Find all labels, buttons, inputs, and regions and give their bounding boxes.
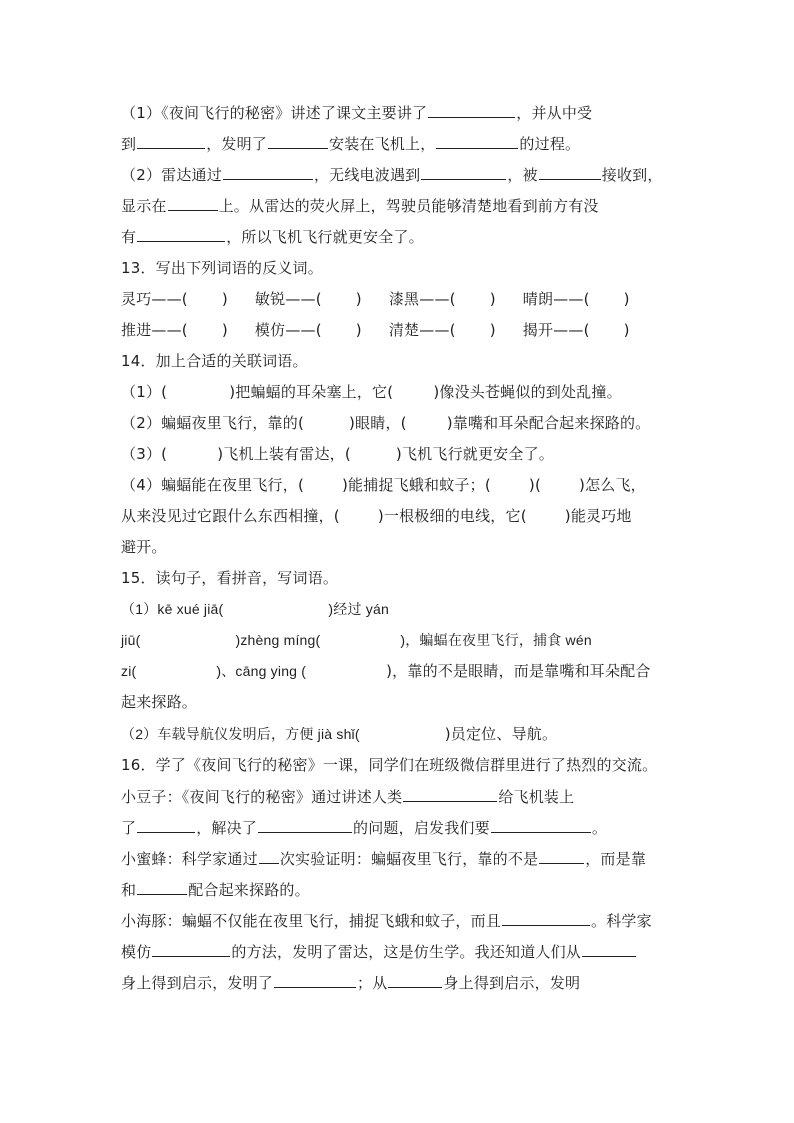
- text: 从来没见过它跟什么东西相撞，(: [121, 507, 340, 525]
- q14-line-2: [121, 413, 650, 433]
- fill-blank[interactable]: [137, 817, 195, 833]
- pinyin-prompt: )经过 yán: [328, 601, 389, 617]
- text: （2）雷达通过: [121, 166, 222, 184]
- fill-blank[interactable]: [259, 848, 279, 864]
- text: 接收到，: [601, 166, 663, 184]
- text: （3）(: [121, 445, 168, 463]
- word-prompt: 模仿——(: [254, 321, 322, 339]
- text: )飞机飞行就更安全了。: [395, 445, 554, 463]
- text: 的问题，启发我们要: [353, 819, 490, 837]
- text: 小海豚：蝙蝠不仅能在夜里飞行，捕捉飞蛾和蚊子，而且: [121, 912, 502, 930]
- text: )怎么飞，: [579, 476, 646, 494]
- text: )飞机上装有雷达，(: [217, 445, 351, 463]
- text: 上。从雷达的荧火屏上，驾驶员能够清楚地看到前方有没: [218, 197, 599, 215]
- pinyin-prompt: )zhèng míng(: [235, 632, 321, 648]
- text: 有: [121, 228, 137, 246]
- q15-title: 15．读句子，看拼音，写词语。: [121, 569, 339, 587]
- paren: ): [489, 290, 496, 308]
- q14-line-1: [121, 382, 622, 402]
- text: 身上得到启示，发明了: [121, 974, 274, 992]
- text: )员定位、导航。: [444, 725, 558, 743]
- q14-line-5: [121, 506, 632, 526]
- fill-blank[interactable]: [137, 879, 187, 895]
- text: （1）《夜间飞行的秘密》讲述了课文主要讲了: [121, 104, 428, 122]
- q12-line-3: [121, 164, 663, 185]
- text: ；从: [357, 974, 388, 992]
- paren: ): [623, 321, 630, 339]
- text: ，所以飞机飞行就更安全了。: [226, 228, 424, 246]
- text: 的过程。: [519, 135, 581, 153]
- pinyin-prompt: zi(: [121, 663, 137, 679]
- text: （4）蝙蝠能在夜里飞行，(: [121, 476, 304, 494]
- fill-blank[interactable]: [539, 164, 601, 180]
- fill-blank[interactable]: [258, 817, 352, 833]
- text: 配合起来探路的。: [188, 881, 310, 899]
- text: 。科学家: [591, 912, 652, 930]
- text: 和: [121, 881, 137, 899]
- text: 身上得到启示，发明: [443, 974, 581, 992]
- fill-blank[interactable]: [268, 133, 328, 149]
- fill-blank[interactable]: [539, 848, 584, 864]
- fill-blank[interactable]: [502, 910, 590, 926]
- text: )能灵巧地: [564, 507, 632, 525]
- text: )眼睛，(: [349, 414, 407, 432]
- fill-blank[interactable]: [388, 972, 442, 988]
- q14-line-4: [121, 475, 646, 495]
- fill-blank[interactable]: [152, 941, 230, 957]
- text: 显示在: [121, 197, 167, 215]
- text: )一根极细的电线，它(: [377, 507, 527, 525]
- text: )，靠的不是眼睛，而是靠嘴和耳朵配合: [386, 662, 651, 680]
- text: 了: [121, 819, 137, 837]
- text: 模仿: [121, 943, 152, 961]
- fill-blank[interactable]: [168, 195, 218, 211]
- q14-line-3: [121, 444, 554, 464]
- paren: ): [221, 290, 228, 308]
- text: （1）(: [121, 383, 168, 401]
- pinyin-prompt: jiū(: [121, 632, 141, 648]
- word-prompt: 揭开——(: [522, 321, 590, 339]
- q16-line-2: [121, 817, 607, 838]
- q15-line-2: [121, 630, 592, 650]
- q13-title: 13．写出下列词语的反义词。: [121, 259, 323, 277]
- text: 小豆子：《夜间飞行的秘密》通过讲述人类: [121, 788, 403, 806]
- fill-blank[interactable]: [274, 972, 356, 988]
- q13-row-2: [121, 320, 630, 340]
- text: （2）蝙蝠夜里飞行，靠的(: [121, 414, 304, 432]
- text: 安装在飞机上，: [329, 135, 436, 153]
- paren: ): [355, 290, 362, 308]
- fill-blank[interactable]: [137, 226, 225, 242]
- fill-blank[interactable]: [223, 164, 313, 180]
- text: 给飞机装上: [498, 788, 575, 806]
- word-prompt: 推进——(: [121, 321, 188, 339]
- text: )把蝙蝠的耳朵塞上，它(: [229, 383, 394, 401]
- q14-line-6: 避开。: [121, 538, 167, 556]
- word-prompt: 漆黑——(: [388, 290, 456, 308]
- q15-line-3: [121, 661, 651, 681]
- fill-blank[interactable]: [491, 817, 591, 833]
- q16-line-6: [121, 941, 637, 962]
- fill-blank[interactable]: [403, 786, 497, 802]
- text: ，而是靠: [585, 850, 647, 868]
- q14-title: 14．加上合适的关联词语。: [121, 352, 308, 370]
- text: ，解决了: [196, 819, 258, 837]
- text: 到: [121, 135, 137, 153]
- word-prompt: 清楚——(: [388, 321, 456, 339]
- paren: ): [355, 321, 362, 339]
- q15-line-5: [121, 724, 557, 744]
- fill-blank[interactable]: [436, 133, 518, 149]
- fill-blank[interactable]: [137, 133, 205, 149]
- paren: ): [221, 321, 228, 339]
- q12-line-2: [121, 133, 580, 154]
- text: 小蜜蜂：科学家通过: [121, 850, 258, 868]
- q12-line-5: [121, 226, 424, 247]
- q12-line-1: [121, 102, 592, 123]
- word-prompt: 敏锐——(: [254, 290, 322, 308]
- text: )(: [528, 476, 542, 494]
- q16-line-5: [121, 910, 652, 931]
- q16-line-1: [121, 786, 574, 807]
- q12-line-4: [121, 195, 599, 216]
- q13-row-1: [121, 289, 630, 309]
- paren: ): [623, 290, 630, 308]
- pinyin-prompt: （1）kē xué jiā(: [121, 601, 224, 617]
- q15-line-4: 起来探路。: [121, 693, 198, 711]
- text: )能捕捉飞蛾和蚊子；(: [342, 476, 491, 494]
- text: )像没头苍蝇似的到处乱撞。: [433, 383, 622, 401]
- text: ，发明了: [206, 135, 268, 153]
- q16-line-7: [121, 972, 580, 993]
- q16-line-4: [121, 879, 310, 900]
- text: 的方法，发明了雷达，这是仿生学。我还知道人们从: [231, 943, 582, 961]
- fill-blank[interactable]: [582, 941, 636, 957]
- fill-blank[interactable]: [421, 164, 506, 180]
- text: ，无线电波遇到: [313, 166, 421, 184]
- fill-blank[interactable]: [428, 102, 515, 118]
- q15-line-1: [121, 599, 389, 619]
- text: ，并从中受: [516, 104, 593, 122]
- pinyin-prompt: （2）车载导航仪发明后，方便 jià shǐ(: [121, 726, 360, 742]
- word-prompt: 灵巧——(: [121, 290, 188, 308]
- text: ，被: [507, 166, 538, 184]
- paren: ): [489, 321, 496, 339]
- pinyin-prompt: )、cāng ying (: [216, 663, 307, 679]
- text: )靠嘴和耳朵配合起来探路的。: [446, 414, 651, 432]
- word-prompt: 晴朗——(: [522, 290, 590, 308]
- pinyin-prompt: )，蝙蝠在夜里飞行，捕食 wén: [400, 632, 592, 648]
- q16-line-3: [121, 848, 646, 869]
- text: 次实验证明：蝙蝠夜里飞行，靠的不是: [279, 850, 539, 868]
- q16-title: 16．学了《夜间飞行的秘密》一课，同学们在班级微信群里进行了热烈的交流。: [121, 756, 658, 774]
- text: 。: [591, 819, 608, 837]
